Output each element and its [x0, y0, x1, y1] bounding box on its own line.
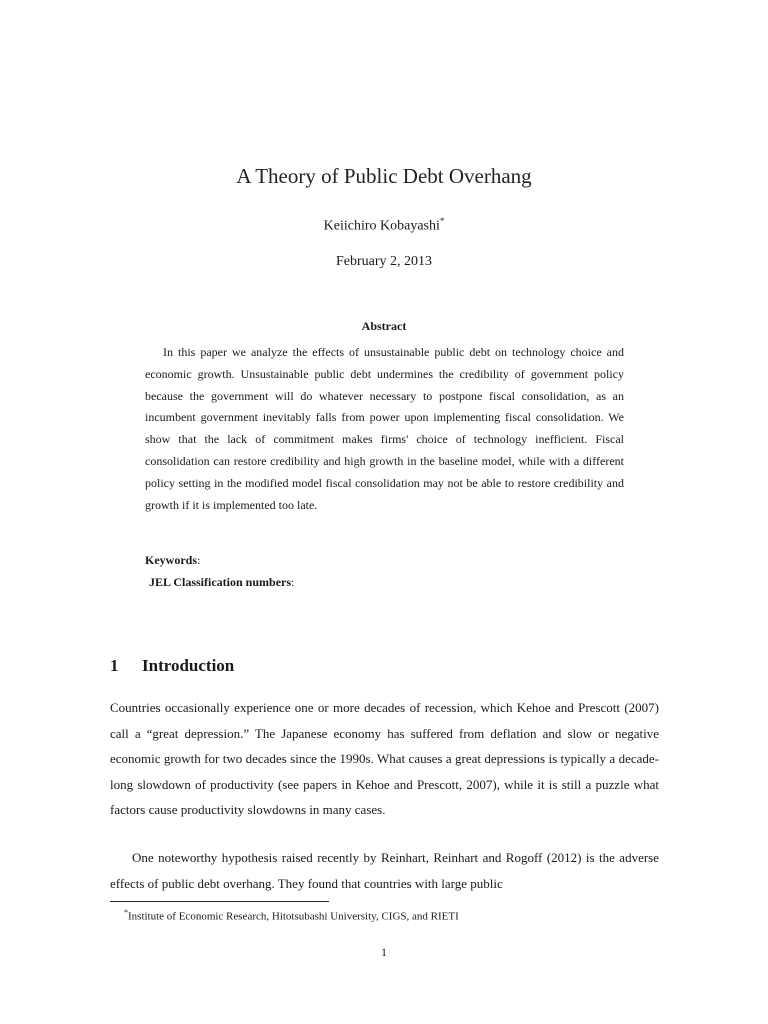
footnote-text: Institute of Economic Research, Hitotsubashi University, CIGS, and RIETI: [128, 910, 459, 923]
footnote: [124, 908, 459, 923]
jel-value: :: [291, 575, 295, 589]
section-title: Introduction: [142, 656, 235, 675]
author-footnote-mark: *: [439, 216, 445, 226]
paper-date: February 2, 2013: [335, 254, 433, 269]
keywords-label: Keywords: [145, 553, 197, 567]
keywords-line: [145, 553, 200, 568]
footnote-mark: *: [124, 908, 128, 917]
body-paragraph: One noteworthy hypothesis raised recently by Reinhart, Reinhart and Rogoff (2012) is the adverse effects of public debt overhang. They found that countries with large public: [110, 850, 659, 891]
section-heading: [110, 656, 234, 676]
author-line: [0, 216, 768, 235]
author-name: Keiichiro Kobayashi: [323, 218, 440, 234]
jel-label: JEL Classification numbers: [149, 575, 292, 589]
section-number: 1: [110, 656, 119, 675]
abstract-text: In this paper we analyze the effects of unsustainable public debt on technology choice and economic growth. Unsustainable public debt undermines the credibility of government policy because the government will do whatever necessary to postpone fiscal consolidation, as an incumbent government inevitably falls from power upon implementing fiscal consolidation. We show that the lack of commitment makes firms' choice of technology inefficient. Fiscal consolidation can restore credibility and high growth in the baseline model, while with a different policy setting in the modified model fiscal consolidation may not be able to restore credibility and growth if it is implemented too late.: [145, 345, 624, 512]
jel-line: [149, 575, 294, 590]
keywords-value: :: [197, 553, 201, 567]
paper-title: A Theory of Public Debt Overhang: [236, 164, 532, 188]
page-number: 1: [381, 945, 387, 959]
abstract-heading: Abstract: [361, 319, 407, 333]
body-paragraph: Countries occasionally experience one or more decades of recession, which Kehoe and Prescott (2007) call a “great depression.” The Japanese economy has suffered from deflation and slow or negative economic growth for two decades since the 1990s. What causes a great depressions is typically a decade-long slowdown of productivity (see papers in Kehoe and Prescott, 2007), while it is still a puzzle what factors cause productivity slowdowns in many cases.: [110, 700, 659, 818]
footnote-divider: [110, 901, 329, 902]
